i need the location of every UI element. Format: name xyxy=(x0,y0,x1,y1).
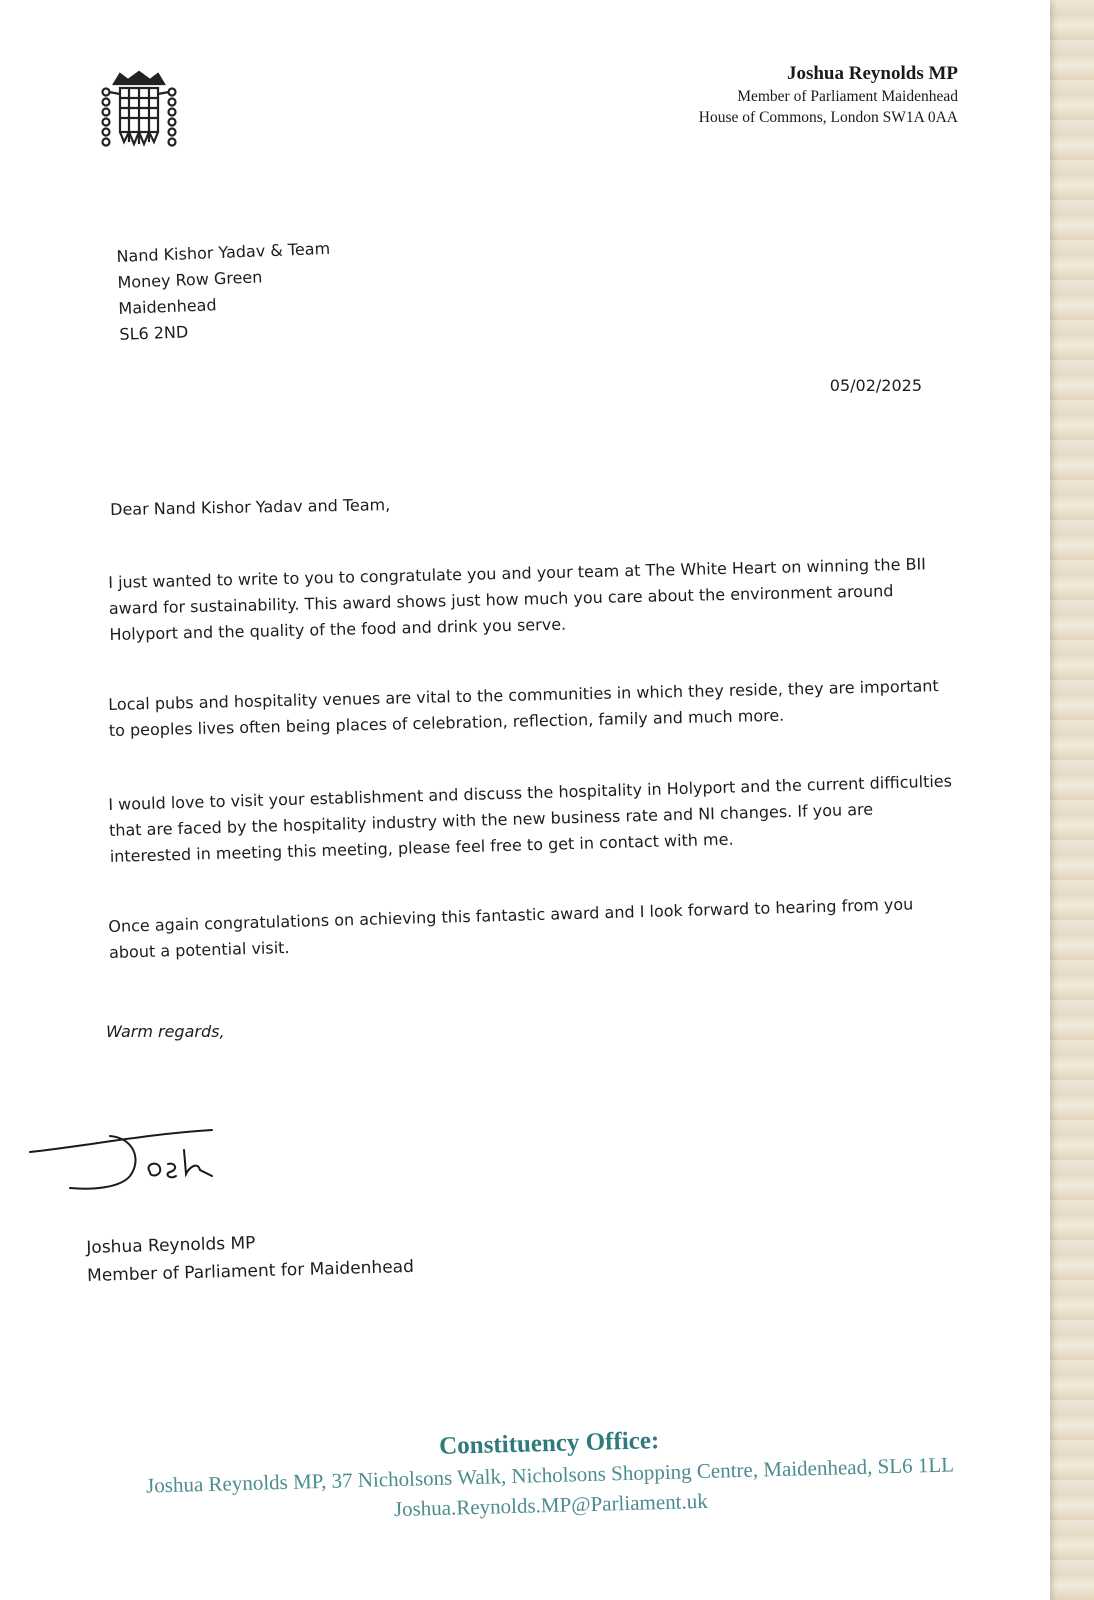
salutation: Dear Nand Kishor Yadav and Team, xyxy=(110,495,391,519)
signer-title: Member of Parliament for Maidenhead xyxy=(86,1256,415,1286)
recipient-name: Nand Kishor Yadav & Team xyxy=(116,238,331,266)
body-paragraph-3: I would love to visit your establishment and discuss the hospitality in Holyport and the current difficulties that are faced by the hospitality industry with the new business rate and NI changes. If you are interested in meeting this meeting, please feel free to get in contact with me. xyxy=(108,771,953,866)
letterhead xyxy=(699,62,958,128)
recipient-address xyxy=(116,236,334,348)
letterhead-address: House of Commons, London SW1A 0AA xyxy=(698,109,958,126)
recipient-postcode: SL6 2ND xyxy=(119,322,189,344)
body-paragraph-1: I just wanted to write to you to congratulate you and your team at The White Heart on winning the BII award for sustainability. This award shows just how much you care about the environment around Holyport and the quality of the food and drink you serve. xyxy=(108,554,927,644)
closing: Warm regards, xyxy=(106,1022,225,1041)
constituency-footer xyxy=(79,1416,1021,1533)
recipient-town: Maidenhead xyxy=(118,295,217,318)
signer-block xyxy=(86,1225,414,1290)
handwritten-signature-icon xyxy=(26,1120,226,1200)
letterhead-role: Member of Parliament Maidenhead xyxy=(737,88,958,105)
footer-title: Constituency Office: xyxy=(438,1427,660,1460)
footer-email: Joshua.Reynolds.MP@Parliament.uk xyxy=(393,1488,709,1522)
footer-address: Joshua Reynolds MP, 37 Nicholsons Walk, Nicholsons Shopping Centre, Maidenhead, SL6 1LL xyxy=(145,1452,955,1498)
letter-date: 05/02/2025 xyxy=(829,376,922,395)
signer-name: Joshua Reynolds MP xyxy=(86,1233,256,1258)
body-paragraph-4: Once again congratulations on achieving this fantastic award and I look forward to hearing from you about a potential visit. xyxy=(108,894,914,962)
letterhead-mp-name: Joshua Reynolds MP xyxy=(786,63,958,84)
recipient-street: Money Row Green xyxy=(117,267,263,292)
portcullis-crest-icon xyxy=(100,68,178,152)
body-paragraph-2: Local pubs and hospitality venues are vital to the communities in which they reside, they are important to peoples lives often being places of celebration, reflection, family and much more. xyxy=(108,676,939,740)
